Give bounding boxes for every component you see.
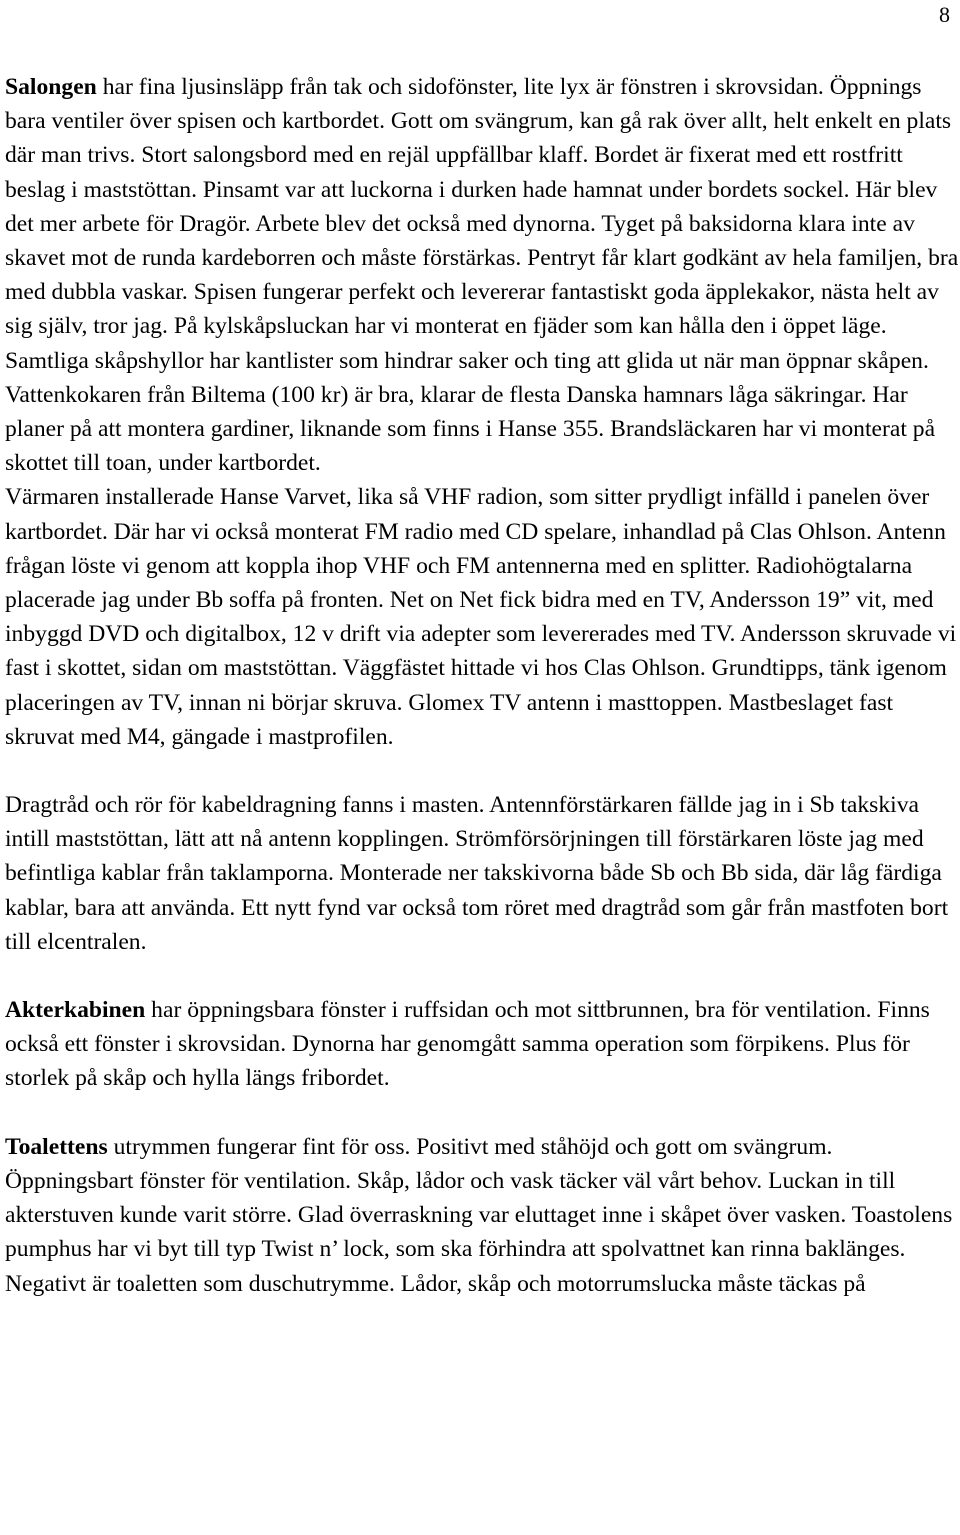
paragraph-text: har öppningsbara fönster i ruffsidan och mot sittbrunnen, bra för ventilation. Finns också ett fönster i skrovsidan. Dynorna har genomgått samma operation som förpikens. Plus för storlek på skåp och hylla längs fribordet. <box>5 997 930 1092</box>
section-lead-akterkabinen: Akterkabinen <box>5 997 146 1024</box>
paragraph-akterkabinen <box>5 993 960 1096</box>
document-body <box>5 70 960 1301</box>
paragraph-toalettens <box>5 1130 960 1301</box>
page-number: 8 <box>939 2 950 27</box>
paragraph-dragtrad <box>5 788 960 959</box>
paragraph-text: har fina ljusinsläpp från tak och sidofönster, lite lyx är fönstren i skrovsidan. Öppnings bara ventiler över spisen och kartbordet. Gott om svängrum, kan gå rak över allt, helt enkelt en plats där man trivs. Stort salongsbord med en rejäl uppfällbar klaff. Bordet är fixerat med ett rostfritt beslag i maststöttan. Pinsamt var att luckorna i durken hade hamnat under bordets sockel. Här blev det mer arbete för Dragör. Arbete blev det också med dynorna. Tyget på baksidorna klara inte av skavet mot de runda kardeborren och måste förstärkas. Pentryt får klart godkänt av hela familjen, bra med dubbla vaskar. Spisen fungerar perfekt och levererar fantastiskt goda äpplekakor, nästa helt av sig själv, tror jag. På kylskåpsluckan har vi monterat en fjäder som kan hålla den i öppet läge. Samtliga skåpshyllor har kantlister som hindrar saker och ting att glida ut när man öppnar skåpen. Vattenkokaren från Biltema (100 kr) är bra, klarar de flesta Danska hamnars låga säkringar. Har planer på att montera gardiner, liknande som finns i Hanse 355. Brandsläckaren har vi monterat på skottet till toan, under kartbordet. <box>5 74 959 477</box>
paragraph-text: utrymmen fungerar fint för oss. Positivt med ståhöjd och gott om svängrum. Öppningsbart fönster för ventilation. Skåp, lådor och vask täcker väl vårt behov. Luckan in till akterstuven kunde varit större. Glad överraskning var eluttaget inne i skåpet över vasken. Toastolens pumphus har vi byt till typ Twist n’ lock, som ska förhindra att spolvattnet kan rinna baklänges. Negativt är toaletten som duschutrymme. Lådor, skåp och motorrumslucka måste täckas på <box>5 1133 953 1297</box>
paragraph-text: Värmaren installerade Hanse Varvet, lika så VHF radion, som sitter prydligt infälld i panelen över kartbordet. Där har vi också monterat FM radio med CD spelare, inhandlad på Clas Ohlson. Antenn frågan löste vi genom att koppla ihop VHF och FM antennerna med en splitter. Radiohögtalarna placerade jag under Bb soffa på fronten. Net on Net fick bidra med en TV, Andersson 19” vit, med inbyggd DVD och digitalbox, 12 v drift via adepter som levererades med TV. Andersson skruvade vi fast i skottet, sidan om maststöttan. Väggfästet hittade vi hos Clas Ohlson. Grundtipps, tänk igenom placeringen av TV, innan ni börjar skruva. Glomex TV antenn i masttoppen. Mastbeslaget fast skruvat med M4, gängade i mastprofilen. <box>5 484 957 750</box>
paragraph-text: Dragtråd och rör för kabeldragning fanns i masten. Antennförstärkaren fällde jag in i Sb takskiva intill maststöttan, lätt att nå antenn kopplingen. Strömförsörjningen till förstärkaren löste jag med befintliga kablar från taklamporna. Monterade ner takskivorna både Sb och Bb sida, där låg färdiga kablar, bara att använda. Ett nytt fynd var också tom röret med dragtråd som går från mastfoten bort till elcentralen. <box>5 792 949 955</box>
paragraph-varmaren <box>5 480 960 754</box>
section-lead-toalettens: Toalettens <box>5 1133 108 1160</box>
paragraph-salongen <box>5 70 960 480</box>
section-lead-salongen: Salongen <box>5 74 97 100</box>
